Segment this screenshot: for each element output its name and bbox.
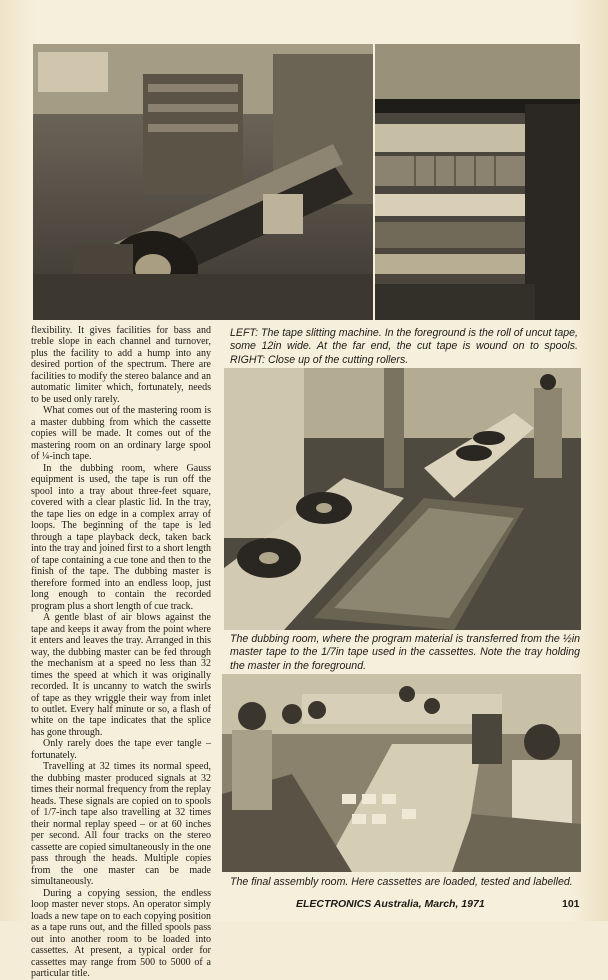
cutting-rollers-photo — [375, 44, 580, 320]
caption-assembly-room: The final assembly room. Here cassettes are loaded, tested and labelled. — [230, 876, 573, 888]
dubbing-room-photo — [224, 368, 581, 630]
article-paragraph: In the dubbing room, where Gauss equipment is used, the tape is run off the spool into a tray about three-feet square, covered with a clear plastic lid. In the tray, the tape lies on edge in a complex array of loops. The beginning of the tape is led through a tape playback deck, taken back into the tray and joined first to a short length of tape containing a cue tone and then to the finish of the tape. The dubbing master is therefore formed into an endless loop, just long enough to contain the recorded program plus a short length of cue track. — [31, 462, 211, 612]
article-paragraph: During a copying session, the endless loop master never stops. An operator simply loads a new tape on to each copying position as a tape runs out, and the filled spools pass out into another room to be loaded into cassettes. At present, a typical order for cassettes may range from 500 to 5000 of a particular title. — [31, 887, 211, 980]
article-paragraph: Travelling at 32 times its normal speed, the dubbing master produced signals at 32 times their normal frequency from the replay heads. These signals are copied on to spools of 1/7-inch tape also travelling at 32 times their normal replay speed – or at 60 inches per second. All four tracks on the stereo cassette are copied simultaneously in the one pass through the heads. Multiple copies from the one master can be made simultaneously. — [31, 761, 211, 888]
article-body — [31, 325, 211, 980]
final-assembly-room-photo — [222, 674, 581, 872]
caption-slitting-machine: LEFT: The tape slitting machine. In the foreground is the roll of uncut tape, some 12in wide. At the far end, the cut tape is wound on to spools. RIGHT: Close up of the cutting rollers. — [230, 327, 578, 366]
article-paragraph: flexibility. It gives facilities for bass and treble slope in each channel and turnover, plus the facility to add a hump into any desired portion of the spectrum. There are facilities to modify the stereo balance and an automatic limiter which, fortunately, needs to be used only rarely. — [31, 325, 211, 405]
page-number: 101 — [562, 898, 580, 910]
publication-footer: ELECTRONICS Australia, March, 1971 — [296, 898, 485, 910]
caption-dubbing-room: The dubbing room, where the program material is transferred from the ½in master tape to the 1/7in tape used in the cassettes. Note the tray holding the master in the foreground. — [230, 633, 580, 672]
tape-slitting-machine-photo — [33, 44, 373, 320]
article-paragraph: A gentle blast of air blows against the tape and keeps it away from the point where it enters and leaves the tray. Arranged in this way, the dubbing master can be fed through the mechanism at a speed no less than 32 times the speed at which it was originally recorded. It is uncanny to watch the swirls of tape as they wriggle their way from inlet to outlet. Every half minute or so, a flash of white on the tape indicates that the splice has gone through. — [31, 612, 211, 738]
article-paragraph: What comes out of the mastering room is a master dubbing from which the cassette copies will be made. It comes out of the mastering room on an ordinary large spool of ¼-inch tape. — [31, 405, 211, 463]
article-paragraph: Only rarely does the tape ever tangle – fortunately. — [31, 738, 211, 761]
